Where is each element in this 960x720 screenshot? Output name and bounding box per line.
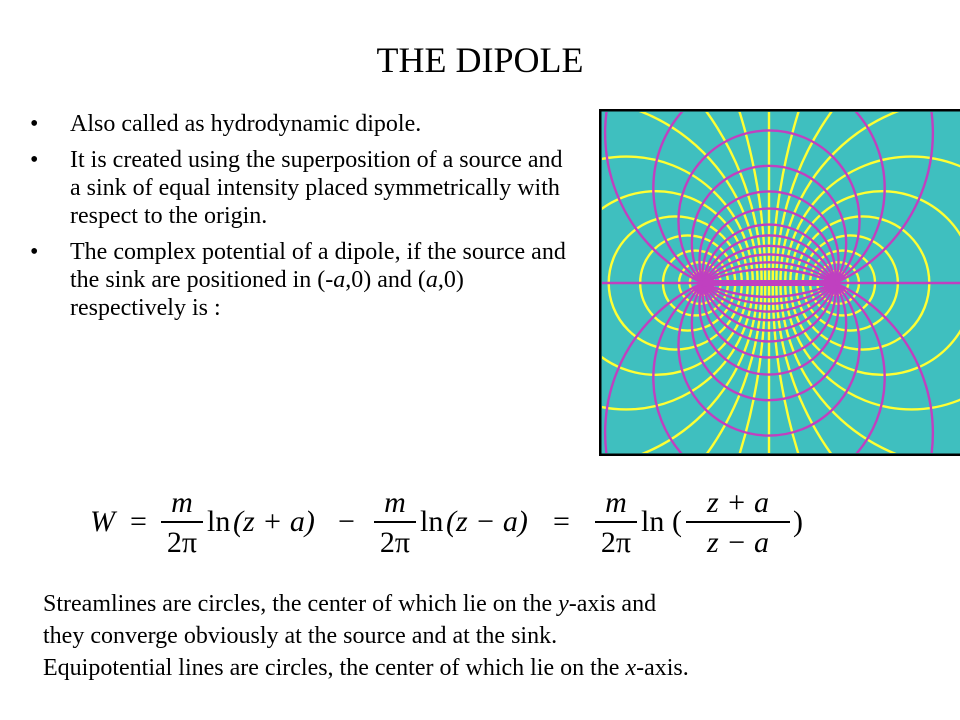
bullet-text: Also called as hydrodynamic dipole.	[70, 111, 422, 137]
bullet-item	[30, 238, 578, 322]
formula-ln: ln	[641, 505, 665, 538]
slide-title: THE DIPOLE	[376, 40, 584, 80]
explanation-line: Streamlines are circles, the center of which lie on the y-axis and	[43, 591, 657, 617]
formula-minus: −	[338, 505, 355, 538]
bullet-text: The complex potential of a dipole, if the source and the sink are positioned in (-a,0) and (a,0) respectively is :	[70, 239, 566, 321]
formula-paren: (	[672, 505, 682, 538]
bullet-item	[30, 110, 578, 138]
dipole-field-figure	[599, 109, 960, 456]
formula-ratio-denominator: z − a	[707, 526, 769, 556]
complex-potential-formula	[88, 484, 832, 556]
formula-ln: ln	[420, 505, 444, 538]
formula-denominator: 2π	[600, 526, 632, 556]
explanation-line: they converge obviously at the source and at the sink.	[43, 623, 558, 649]
formula-term-1: (z + a)	[233, 505, 315, 538]
formula-lhs: W	[90, 505, 115, 538]
formula-equals: =	[553, 505, 570, 538]
formula-denominator: 2π	[379, 526, 411, 556]
bullet-dot: •	[30, 147, 39, 173]
formula-numerator: m	[384, 486, 406, 519]
explanation-text	[43, 588, 943, 684]
formula-numerator: m	[605, 486, 627, 519]
bullet-text: It is created using the superposition of a source and a sink of equal intensity placed symmetrically with respect to the origin.	[70, 147, 563, 229]
formula-ratio-numerator: z + a	[707, 486, 769, 519]
formula-paren: )	[793, 505, 803, 538]
bullet-item	[30, 146, 578, 230]
bullet-list	[30, 110, 578, 330]
formula-numerator: m	[171, 486, 193, 519]
formula-equals: =	[130, 505, 147, 538]
formula-term-2: (z − a)	[446, 505, 528, 538]
explanation-line: Equipotential lines are circles, the center of which lie on the x-axis.	[43, 655, 689, 681]
formula-denominator: 2π	[166, 526, 198, 556]
formula-ln: ln	[207, 505, 231, 538]
bullet-dot: •	[30, 111, 39, 137]
bullet-dot: •	[30, 239, 39, 265]
